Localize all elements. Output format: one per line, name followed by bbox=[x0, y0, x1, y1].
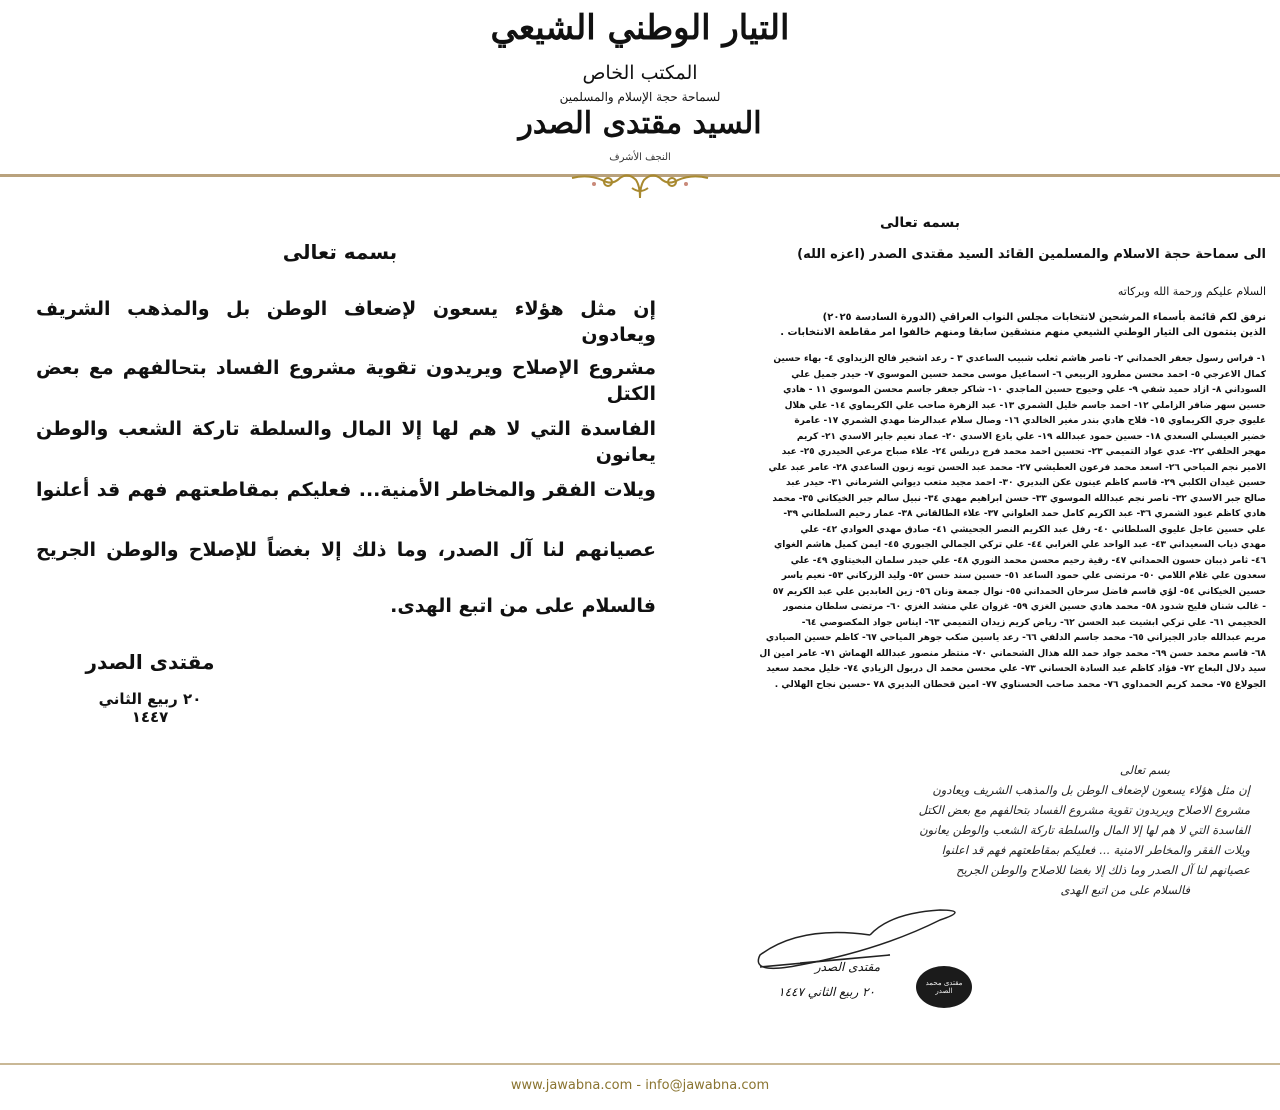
left-heading: بسمه تعالى bbox=[282, 240, 398, 264]
hw-line: عصيانهم لنا آل الصدر وما ذلك إلا بغضا للاصلاح والوطن الجريح bbox=[956, 863, 1250, 877]
hw-line: بسم تعالى bbox=[1119, 763, 1170, 777]
list-line: هادي كاظم عبود الشمري ٣٦- عبد الكريم كامل حمد العلواني ٣٧- علاء الطالقاني ٣٨- عمار رحيم السلطاني ٣٩- bbox=[783, 509, 1266, 519]
handwritten-signature-date: ٢٠ ربيع الثاني ١٤٤٧ bbox=[778, 985, 875, 999]
list-line: مهجر الحلفي ٢٢- عدي عواد التميمي ٢٣- تحسين احمد محمد فرج دربلس ٢٤- علاء صباح مرعي الحيدري ٢٥- عبد bbox=[781, 447, 1266, 457]
list-line: سعدون علي غلام اللامي ٥٠- مرتضى علي حمود الساعد ٥١- حسين سند حسن ٥٢- وليد الزركاني ٥٣- نعيم ياسر bbox=[781, 571, 1266, 581]
list-line: كمال الاعرجي ٥- احمد محسن مطرود الربيعي ٦- اسماعيل موسى محمد حسين الموسوي ٧- حيدر جميل علي bbox=[791, 369, 1266, 380]
seal-stamp: مقتدى محمد الصدر bbox=[916, 966, 972, 1008]
handwritten-signature-name: مقتدى الصدر bbox=[814, 960, 880, 974]
hw-line: ويلات الفقر والمخاطر الامنية ... فعليكم بمقاطعتهم فهم قد اعلنوا bbox=[941, 843, 1250, 857]
right-heading: بسمه تعالى bbox=[879, 215, 961, 231]
list-line: خضير العيسلي السعدي ١٨- حسين حمود عبدالله ١٩- علي بادع الاسدي ٢٠- عماد نعيم جابر الاسدي ٢١- كريم bbox=[796, 431, 1266, 442]
closing-line: فالسلام على من اتبع الهدى. bbox=[390, 595, 656, 617]
signature-date: ٢٠ ربيع الثاني ١٤٤٧ bbox=[98, 690, 202, 726]
list-line: ٦٨- قاسم محمد حسن ٦٩- محمد جواد حمد الله هذال الشحماني ٧٠- منتظر منصور عبدالله الهماش ٧١- عامر امين ال bbox=[759, 648, 1266, 659]
list-line: سيد دلال البعاج ٧٢- فؤاد كاظم عبد السادة الحساني ٧٣- علي محسن محمد ال دربول الزيادي ٧٤- خليل محمد سعيد bbox=[766, 664, 1266, 674]
list-line: السوداني ٨- ازاد حميد شفي ٩- علي وحيوح حسين الماجدي ١٠- شاكر جعفر جاسم محسن الموسوي ١١ - هادي bbox=[783, 385, 1266, 395]
hw-line: فالسلام على من اتبع الهدى bbox=[1060, 883, 1190, 897]
statement-line: مشروع الإصلاح ويريدون تقوية مشروع الفساد بتحالفهم مع بعض الكتل bbox=[36, 357, 656, 405]
intro-line: الذين ينتمون الى التيار الوطني الشيعي منهم منشقين سابقا ومنهم خالفوا امر مقاطعة الانتخابات . bbox=[780, 327, 1266, 338]
statement-line: عصيانهم لنا آل الصدر، وما ذلك إلا بغضاً للإصلاح والوطن الجريح bbox=[36, 539, 656, 561]
letter-intro bbox=[680, 310, 1266, 340]
list-line: حسين سهر ضافر الزاملي ١٢- احمد جاسم خليل الشمري ١٣- عبد الزهرة صاحب علي الكريماوي ١٤- علي هلال bbox=[784, 400, 1266, 411]
list-line: - غالب شنان فليح شدود ٥٨- محمد هادي حسين الغزي ٥٩- غزوان علي منشد الغزي ٦٠- مرتضى سلطان منصور bbox=[783, 602, 1266, 612]
statement-line: ويلات الفقر والمخاطر الأمنية... فعليكم بمقاطعتهم فهم قد أعلنوا bbox=[36, 479, 656, 501]
leader-name-logo: السيد مقتدى الصدر bbox=[518, 106, 762, 141]
list-line: مهدي ذياب السعيداني ٤٣- عبد الواحد علي الغرابي ٤٤- علي تركي الجمالي الجبوري ٤٥- ايمن كميل هاشم الغواي bbox=[774, 540, 1266, 550]
list-line: علي حسين عاجل عليوي السلطاني ٤٠- رفل عبد الكريم النصر الجحيشي ٤١- صادق مهدي العوادي ٤٢- علي bbox=[800, 524, 1266, 535]
list-line: الامير نجم المياحي ٢٦- اسعد محمد فرعون العطيشي ٢٧- محمد عبد الحسن تويه زبون الساعدي ٢٨- عامر عبد علي bbox=[768, 462, 1266, 473]
statement-line: الفاسدة التي لا هم لها إلا المال والسلطة تاركة الشعب والوطن يعانون bbox=[36, 418, 656, 466]
list-line: حسين غيدان الكلبي ٢٩- قاسم كاظم عينون عكن البديري ٣٠- احمد مجيد متعب ديواني الشرماني ٣١- حيدر عبد bbox=[785, 478, 1266, 488]
list-line: مريم عبدالله جادر الجيزاني ٦٥- محمد جاسم الدلفي ٦٦- رعد ياسين صكب جوهر المياحي ٦٧- كاظم حسين الصيادي bbox=[765, 633, 1266, 643]
list-line: عليوي جري الكريماوي ١٥- فلاح هادي بندر مغير الخالدي ١٦- وصال سلام عبدالرضا مهدي الشمري ١٧- عامرة bbox=[794, 416, 1266, 426]
footer-contact: www.jawabna.com - info@jawabna.com bbox=[510, 1078, 770, 1093]
list-line: الحجيمي ٦١- علي تركي ابشيت عبد الحسن ٦٢- رياض كريم زيدان التميمي ٦٣- ايناس جواد المكصوصي ٦٤- bbox=[801, 617, 1266, 628]
list-line: ٤٦- ثامر ذيبان حسون الحمداني ٤٧- رقية رحيم محسن محمد النوري ٤٨- علي حيدر سلمان البخيتاوي ٤٩- علي bbox=[790, 555, 1266, 566]
letter-address: الى سماحة حجة الاسلام والمسلمين القائد السيد مقتدى الصدر (اعزه الله) bbox=[797, 247, 1266, 262]
office-label: المكتب الخاص bbox=[582, 62, 698, 84]
list-line: صالح جبر الاسدي ٣٢- ناصر نجم عبدالله الموسوي ٣٣- حسن ابراهيم مهدي ٣٤- نبيل سالم جبر الخيكاني ٣٥- محمد bbox=[772, 493, 1266, 504]
list-line: ١- فراس رسول جعفر الحمداني ٢- ناصر هاشم ثعلب شبيب الساعدي ٣ - رعد اشخير فالح الزيداوي ٤- بهاء حسين bbox=[773, 354, 1266, 364]
letter-greeting: السلام عليكم ورحمة الله وبركاته bbox=[1117, 285, 1266, 298]
honorific-line: لسماحة حجة الإسلام والمسلمين bbox=[559, 90, 721, 104]
ornament-icon bbox=[568, 172, 712, 200]
intro-line: نرفق لكم قائمة بأسماء المرشحين لانتخابات مجلس النواب العراقي (الدورة السادسة ٢٠٢٥) bbox=[822, 312, 1266, 323]
statement-line: إن مثل هؤلاء يسعون لإضعاف الوطن بل والمذهب الشريف ويعادون bbox=[36, 298, 656, 346]
org-title-logo: التيار الوطني الشيعي bbox=[490, 8, 790, 48]
hw-line: إن مثل هؤلاء يسعون لإضعاف الوطن بل والمذهب الشريف ويعادون bbox=[932, 783, 1250, 797]
handwritten-note bbox=[710, 760, 1250, 900]
list-line: حسين الخيكاني ٥٤- لؤي قاسم فاضل سرحان الحمداني ٥٥- نوال جمعة ونان ٥٦- زين العابدين علي عبد الكريم ٥٧ bbox=[772, 586, 1266, 597]
list-line: الجولاغ ٧٥- محمد كريم الحمداوي ٧٦- محمد صاحب الحسناوي ٧٧- امين قحطان البديري ٧٨ -حسين نجاح الهلالي . bbox=[774, 679, 1266, 690]
hw-line: مشروع الاصلاح ويريدون تقوية مشروع الفساد بتحالفهم مع بعض الكتل bbox=[918, 803, 1250, 817]
signature-name: مقتدى الصدر bbox=[85, 650, 215, 674]
candidate-list bbox=[690, 352, 1266, 693]
hw-line: الفاسدة التي لا هم لها إلا المال والسلطة تاركة الشعب والوطن يعانون bbox=[919, 823, 1250, 837]
city-label: النجف الأشرف bbox=[609, 152, 671, 163]
footer-divider bbox=[0, 1063, 1280, 1065]
